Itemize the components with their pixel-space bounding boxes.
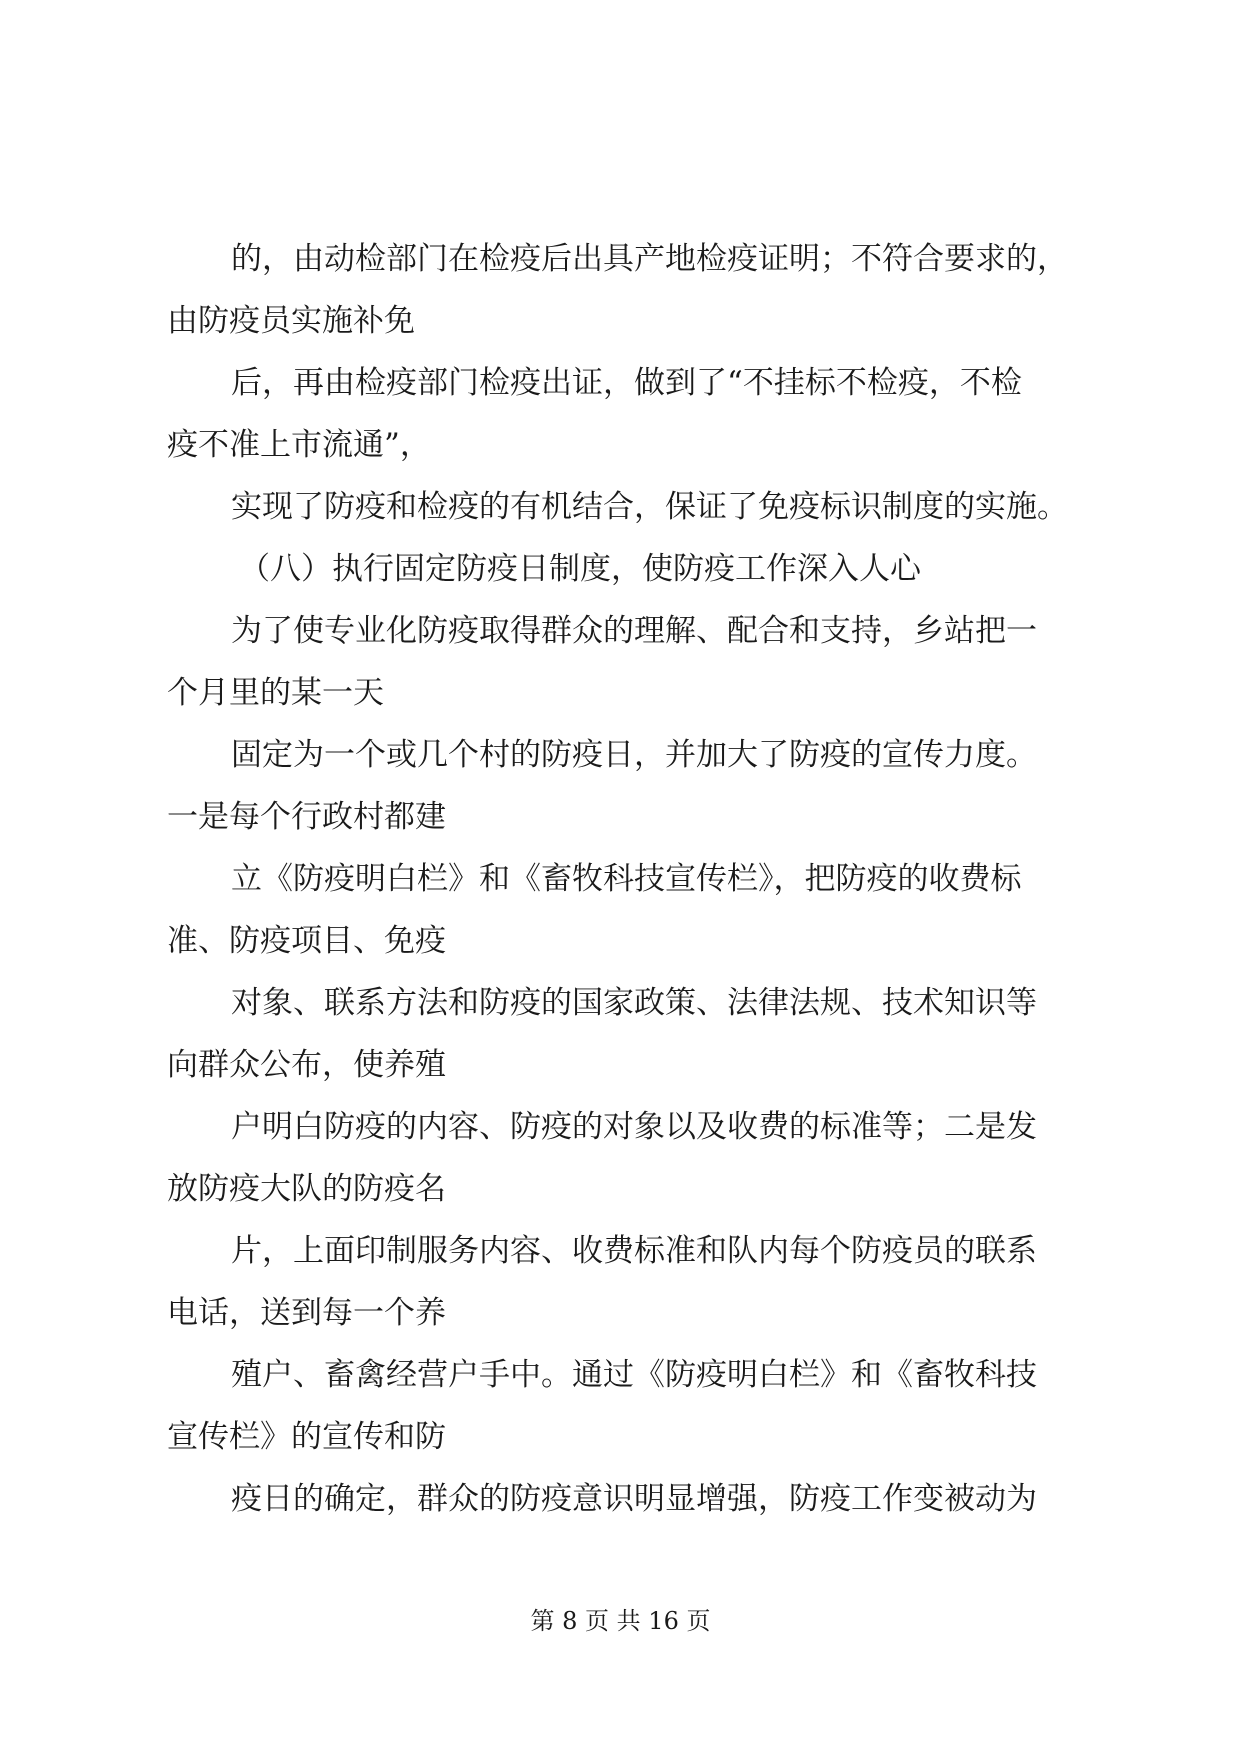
document-body	[167, 228, 1087, 1530]
paragraph-line: 一是每个行政村都建	[167, 799, 446, 835]
paragraph-line: 殖户、畜禽经营户手中。通过《防疫明白栏》和《畜牧科技	[231, 1357, 1037, 1393]
paragraph-line: 立《防疫明白栏》和《畜牧科技宣传栏》，把防疫的收费标	[231, 861, 1022, 897]
paragraph-line: 对象、联系方法和防疫的国家政策、法律法规、技术知识等	[231, 985, 1037, 1021]
paragraph-line: 宣传栏》的宣传和防	[167, 1419, 446, 1455]
paragraph-line: 为了使专业化防疫取得群众的理解、配合和支持，乡站把一	[231, 613, 1037, 649]
section-heading: （八）执行固定防疫日制度，使防疫工作深入人心	[239, 551, 921, 587]
paragraph-line: 户明白防疫的内容、防疫的对象以及收费的标准等；二是发	[231, 1109, 1037, 1145]
paragraph-line: 个月里的某一天	[167, 675, 384, 711]
paragraph-line: 准、防疫项目、免疫	[167, 923, 446, 959]
paragraph-line: 片，上面印制服务内容、收费标准和队内每个防疫员的联系	[231, 1233, 1037, 1269]
paragraph-line: 疫日的确定，群众的防疫意识明显增强，防疫工作变被动为	[231, 1481, 1037, 1517]
paragraph-line: 疫不准上市流通”，	[167, 427, 431, 463]
paragraph-line: 由防疫员实施补免	[167, 303, 415, 339]
paragraph-line: 后，再由检疫部门检疫出证，做到了“不挂标不检疫，不检	[231, 365, 1022, 401]
paragraph-line: 电话，送到每一个养	[167, 1295, 446, 1331]
page-number-footer: 第 8 页 共 16 页	[530, 1607, 711, 1635]
paragraph-line: 的，由动检部门在检疫后出具产地检疫证明；不符合要求的，	[231, 241, 1068, 277]
paragraph-line: 固定为一个或几个村的防疫日，并加大了防疫的宣传力度。	[231, 737, 1037, 773]
paragraph-line: 实现了防疫和检疫的有机结合，保证了免疫标识制度的实施。	[231, 489, 1068, 525]
paragraph-line: 向群众公布，使养殖	[167, 1047, 446, 1083]
paragraph-line: 放防疫大队的防疫名	[167, 1171, 446, 1207]
